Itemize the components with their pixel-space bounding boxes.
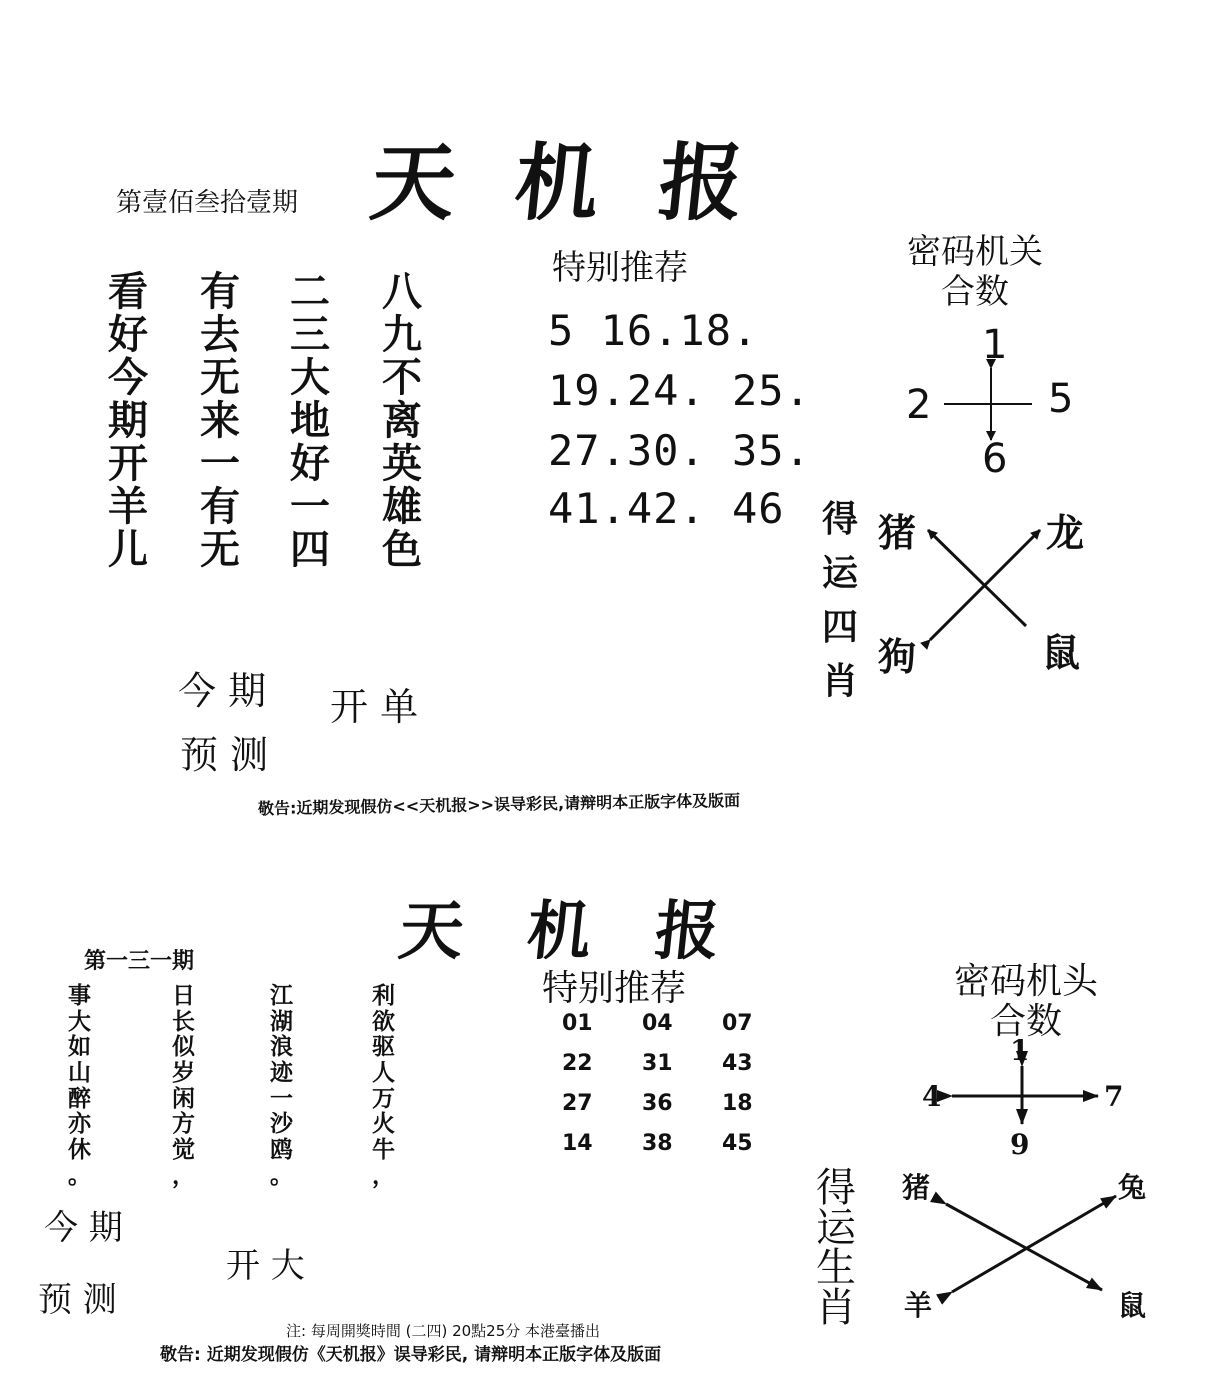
top-x-line-a bbox=[928, 530, 1026, 626]
bottom-poem-col-2 bbox=[172, 984, 195, 1190]
bottom-masthead: 天机报 bbox=[395, 894, 788, 969]
top-recommend-line: 27.30. 35. bbox=[548, 426, 811, 475]
bottom-poem-col-3 bbox=[270, 984, 293, 1190]
recommend-number: 04 bbox=[642, 1011, 673, 1036]
poem-char: 去 bbox=[200, 311, 240, 358]
poem-char: 湖 bbox=[270, 1008, 293, 1035]
poem-char: ， bbox=[172, 1162, 195, 1189]
top-recommend-title: 特别推荐 bbox=[552, 248, 688, 288]
poem-char: 。 bbox=[68, 1162, 91, 1189]
bottom-zodiac-rat: 鼠 bbox=[1118, 1289, 1147, 1322]
bottom-predict-line-1: 今 期 bbox=[44, 1208, 123, 1248]
recommend-number: 07 bbox=[722, 1011, 753, 1036]
poem-char: 色 bbox=[382, 526, 422, 573]
poem-char: 驱 bbox=[372, 1034, 395, 1061]
recommend-number: 27 bbox=[562, 1091, 593, 1116]
poem-char: 不 bbox=[382, 354, 422, 401]
top-notice: 敬告:近期发现假仿<<天机报>>误导彩民,请辩明本正版字体及版面 bbox=[257, 790, 741, 819]
poem-char: 如 bbox=[68, 1034, 91, 1061]
recommend-number: 18 bbox=[722, 1091, 753, 1116]
bottom-issue-number: 第一三一期 bbox=[84, 948, 195, 974]
poem-char: 英 bbox=[382, 440, 422, 487]
lucky-char: 得 bbox=[816, 1165, 856, 1211]
top-number-left: 2 bbox=[906, 382, 932, 428]
top-zodiac-pig: 猪 bbox=[878, 510, 917, 555]
poem-char: 有 bbox=[200, 268, 240, 315]
poem-char: 江 bbox=[270, 983, 293, 1009]
lucky-char: 肖 bbox=[816, 1285, 856, 1331]
lucky-char: 运 bbox=[816, 1205, 856, 1251]
poem-char: 亦 bbox=[68, 1111, 91, 1138]
poem-char: 看 bbox=[108, 268, 148, 315]
top-zodiac-dog: 狗 bbox=[878, 634, 917, 679]
bottom-poem-col-1 bbox=[68, 984, 91, 1190]
poem-char: 今 bbox=[108, 354, 148, 401]
poem-char: 闲 bbox=[172, 1085, 195, 1112]
poem-char: 牛 bbox=[372, 1137, 395, 1164]
poem-char: 期 bbox=[108, 397, 148, 444]
poem-char: 日 bbox=[172, 983, 195, 1009]
bottom-zodiac-pig: 猪 bbox=[902, 1171, 931, 1204]
lucky-char: 得 bbox=[822, 498, 859, 540]
poem-char: 好 bbox=[290, 440, 330, 487]
bottom-mima-title bbox=[906, 962, 1146, 1042]
poem-char: 一 bbox=[270, 1085, 293, 1112]
top-number-bottom: 6 bbox=[982, 436, 1008, 482]
poem-char: 鸥 bbox=[270, 1137, 293, 1164]
recommend-number: 01 bbox=[562, 1011, 593, 1036]
bottom-predict-line-2: 预 测 bbox=[38, 1280, 117, 1320]
poem-char: 长 bbox=[172, 1008, 195, 1035]
lucky-char: 四 bbox=[822, 606, 859, 648]
mima-line-2: 合数 bbox=[989, 1001, 1062, 1042]
bottom-lucky-label bbox=[816, 1165, 856, 1331]
top-masthead: 天机报 bbox=[366, 133, 809, 232]
bottom-predict-result: 开 大 bbox=[226, 1246, 305, 1286]
poem-char: 山 bbox=[68, 1060, 91, 1087]
bottom-broadcast-note: 注: 每周開獎時間 (二四) 20點25分 本港臺播出 bbox=[286, 1322, 601, 1340]
poem-char: 大 bbox=[290, 354, 330, 401]
poem-char: 二 bbox=[290, 268, 330, 315]
poem-char: 大 bbox=[68, 1008, 91, 1035]
poem-char: 火 bbox=[372, 1111, 395, 1138]
recommend-number: 45 bbox=[722, 1131, 753, 1156]
poem-char: 八 bbox=[382, 268, 422, 315]
poem-char: 利 bbox=[372, 983, 395, 1009]
poem-char: 三 bbox=[290, 311, 330, 358]
poem-char: 万 bbox=[372, 1085, 395, 1112]
top-zodiac-rat: 鼠 bbox=[1042, 630, 1081, 675]
poem-char: 离 bbox=[382, 397, 422, 444]
top-predict-line-1: 今 期 bbox=[178, 669, 267, 713]
poem-char: 雄 bbox=[382, 483, 422, 530]
poem-char: 有 bbox=[200, 483, 240, 530]
poem-char: 觉 bbox=[172, 1137, 195, 1164]
bottom-number-bottom: 9 bbox=[1010, 1128, 1030, 1161]
bottom-zodiac-rabbit: 兔 bbox=[1118, 1171, 1147, 1204]
poem-char: 岁 bbox=[172, 1060, 195, 1087]
poem-char: 迹 bbox=[270, 1060, 293, 1087]
bottom-zodiac-goat: 羊 bbox=[904, 1289, 933, 1322]
poem-char: 方 bbox=[172, 1111, 195, 1138]
bottom-number-left: 4 bbox=[922, 1080, 942, 1113]
poem-char: 开 bbox=[108, 440, 148, 487]
lucky-char: 肖 bbox=[822, 660, 859, 702]
recommend-number: 31 bbox=[642, 1051, 673, 1076]
recommend-number: 14 bbox=[562, 1131, 593, 1156]
poem-char: 来 bbox=[200, 397, 240, 444]
poem-char: 四 bbox=[290, 526, 330, 573]
poem-char: 沙 bbox=[270, 1111, 293, 1138]
bottom-poem-col-4 bbox=[372, 984, 395, 1190]
top-predict-result: 开 单 bbox=[330, 685, 419, 729]
poem-char: 欲 bbox=[372, 1008, 395, 1035]
poem-char: 人 bbox=[372, 1060, 395, 1087]
bottom-number-right: 7 bbox=[1104, 1080, 1124, 1113]
bottom-recommend-numbers bbox=[562, 1010, 802, 1158]
recommend-number: 38 bbox=[642, 1131, 673, 1156]
mima-line-1: 密码机关 bbox=[907, 232, 1043, 272]
poem-char: 羊 bbox=[108, 483, 148, 530]
poem-char: 一 bbox=[200, 440, 240, 487]
poem-char: 醉 bbox=[68, 1085, 91, 1112]
top-number-top: 1 bbox=[982, 322, 1008, 368]
bottom-notice: 敬告: 近期发现假仿《天机报》误导彩民, 请辩明本正版字体及版面 bbox=[160, 1345, 662, 1365]
poem-char: 好 bbox=[108, 311, 148, 358]
lucky-char: 生 bbox=[816, 1245, 856, 1291]
lucky-char: 运 bbox=[822, 552, 859, 594]
poem-char: 似 bbox=[172, 1034, 195, 1061]
bottom-x-line-b bbox=[952, 1196, 1116, 1292]
poem-char: 无 bbox=[200, 526, 240, 573]
bottom-number-top: 1 bbox=[1010, 1034, 1030, 1067]
top-issue-number: 第壹佰叁拾壹期 bbox=[116, 188, 299, 218]
recommend-number: 22 bbox=[562, 1051, 593, 1076]
poem-char: 无 bbox=[200, 354, 240, 401]
poem-char: ， bbox=[372, 1162, 395, 1189]
poem-char: 一 bbox=[290, 483, 330, 530]
poem-char: 事 bbox=[68, 983, 91, 1009]
top-zodiac-dragon: 龙 bbox=[1046, 510, 1085, 555]
mima-line-1: 密码机头 bbox=[953, 961, 1098, 1002]
poem-char: 休 bbox=[68, 1137, 91, 1164]
recommend-number: 36 bbox=[642, 1091, 673, 1116]
poem-char: 地 bbox=[290, 397, 330, 444]
poem-char: 九 bbox=[382, 311, 422, 358]
top-recommend-line: 5 16.18. bbox=[548, 306, 759, 355]
recommend-number: 43 bbox=[722, 1051, 753, 1076]
poem-char: 儿 bbox=[108, 526, 148, 573]
top-predict-line-2: 预 测 bbox=[180, 733, 269, 777]
top-recommend-line: 41.42. 46 bbox=[548, 484, 785, 533]
top-lucky-label bbox=[822, 492, 858, 708]
bottom-recommend-title: 特别推荐 bbox=[542, 968, 687, 1009]
poem-char: 浪 bbox=[270, 1034, 293, 1061]
top-recommend-line: 19.24. 25. bbox=[548, 366, 811, 415]
top-number-right: 5 bbox=[1048, 376, 1074, 422]
mima-line-2: 合数 bbox=[941, 272, 1009, 312]
poem-char: 。 bbox=[270, 1162, 293, 1189]
